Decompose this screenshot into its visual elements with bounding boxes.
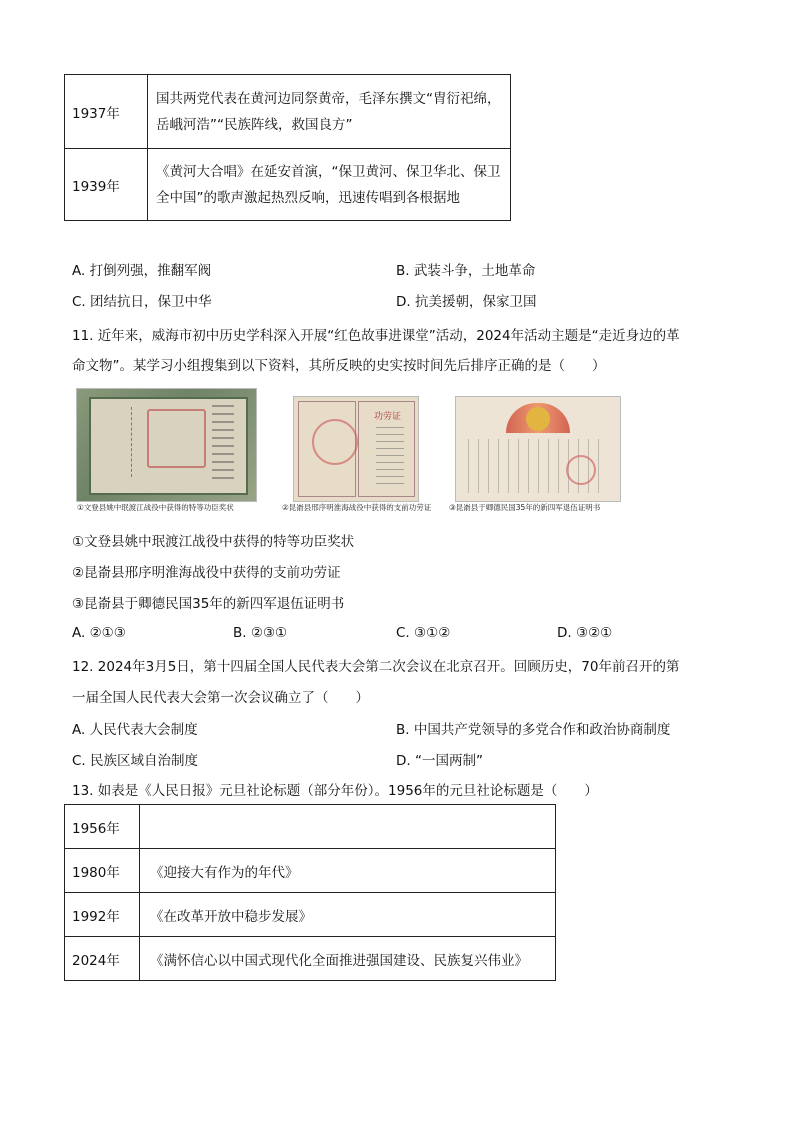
year-cell: 2024年 — [65, 937, 140, 981]
event-cell: 国共两党代表在黄河边同祭黄帝，毛泽东撰文“胄衍祀绵，岳峨河浩”“民族阵线，救国良方” — [148, 75, 511, 149]
table-row — [65, 937, 556, 981]
q12-stem-line2: 一届全国人民代表大会第一次会议确立了（ ） — [72, 690, 369, 706]
q10-option-b[interactable]: B. 武装斗争，土地革命 — [396, 263, 536, 279]
photo-caption-3: ③昆嵛县于卿德民国35年的新四军退伍证明书 — [449, 503, 601, 512]
event-cell: 《黄河大合唱》在延安首演，“保卫黄河、保卫华北、保卫全中国”的歌声激起热烈反响，迅速传唱到各根据地 — [148, 149, 511, 221]
q11-option-b[interactable]: B. ②③① — [233, 625, 288, 641]
q12-option-a[interactable]: A. 人民代表大会制度 — [72, 722, 198, 738]
award-certificate-photo — [76, 388, 257, 502]
merit-certificate-photo — [293, 396, 419, 502]
q11-item-1: ①文登县姚中珉渡江战役中获得的特等功臣奖状 — [72, 534, 355, 550]
q11-item-3: ③昆嵛县于卿德民国35年的新四军退伍证明书 — [72, 596, 345, 612]
q12-option-b[interactable]: B. 中国共产党领导的多党合作和政治协商制度 — [396, 722, 671, 738]
table-row — [65, 805, 556, 849]
q12-stem-line1: 12. 2024年3月5日，第十四届全国人民代表大会第二次会议在北京召开。回顾历史，70年前召开的第 — [72, 659, 680, 675]
title-cell: 《满怀信心以中国式现代化全面推进强国建设、民族复兴伟业》 — [140, 937, 556, 981]
year-cell: 1992年 — [65, 893, 140, 937]
q13-stem: 13. 如表是《人民日报》元旦社论标题（部分年份）。1956年的元旦社论标题是（ ） — [72, 783, 598, 799]
q11-option-a[interactable]: A. ②①③ — [72, 625, 126, 641]
history-events-table — [64, 74, 511, 221]
q11-item-2: ②昆嵛县邢序明淮海战役中获得的支前功劳证 — [72, 565, 341, 581]
table-row — [65, 75, 511, 149]
q11-option-d[interactable]: D. ③②① — [557, 625, 613, 641]
photo-caption-1: ①文登县姚中珉渡江战役中获得的特等功臣奖状 — [77, 503, 234, 512]
q11-stem-line2: 命文物”。某学习小组搜集到以下资料，其所反映的史实按时间先后排序正确的是（ ） — [72, 358, 606, 374]
q10-option-c[interactable]: C. 团结抗日，保卫中华 — [72, 294, 212, 310]
q11-option-c[interactable]: C. ③①② — [396, 625, 451, 641]
discharge-certificate-photo — [455, 396, 621, 502]
photo-caption-2: ②昆嵛县邢序明淮海战役中获得的支前功劳证 — [282, 503, 432, 512]
year-cell: 1939年 — [65, 149, 148, 221]
q12-option-c[interactable]: C. 民族区域自治制度 — [72, 753, 199, 769]
title-cell: 《迎接大有作为的年代》 — [140, 849, 556, 893]
q12-option-d[interactable]: D. “一国两制” — [396, 753, 483, 769]
year-cell: 1956年 — [65, 805, 140, 849]
merit-certificate-label: 功劳证 — [374, 412, 402, 422]
year-cell: 1937年 — [65, 75, 148, 149]
q11-stem-line1: 11. 近年来，威海市初中历史学科深入开展“红色故事进课堂”活动，2024年活动主题是“走近身边的革 — [72, 328, 680, 344]
editorial-titles-table — [64, 804, 556, 981]
year-cell: 1980年 — [65, 849, 140, 893]
table-row — [65, 893, 556, 937]
table-row — [65, 849, 556, 893]
title-cell — [140, 805, 556, 849]
table-row — [65, 149, 511, 221]
q10-option-a[interactable]: A. 打倒列强，推翻军阀 — [72, 263, 212, 279]
q10-option-d[interactable]: D. 抗美援朝，保家卫国 — [396, 294, 537, 310]
title-cell: 《在改革开放中稳步发展》 — [140, 893, 556, 937]
